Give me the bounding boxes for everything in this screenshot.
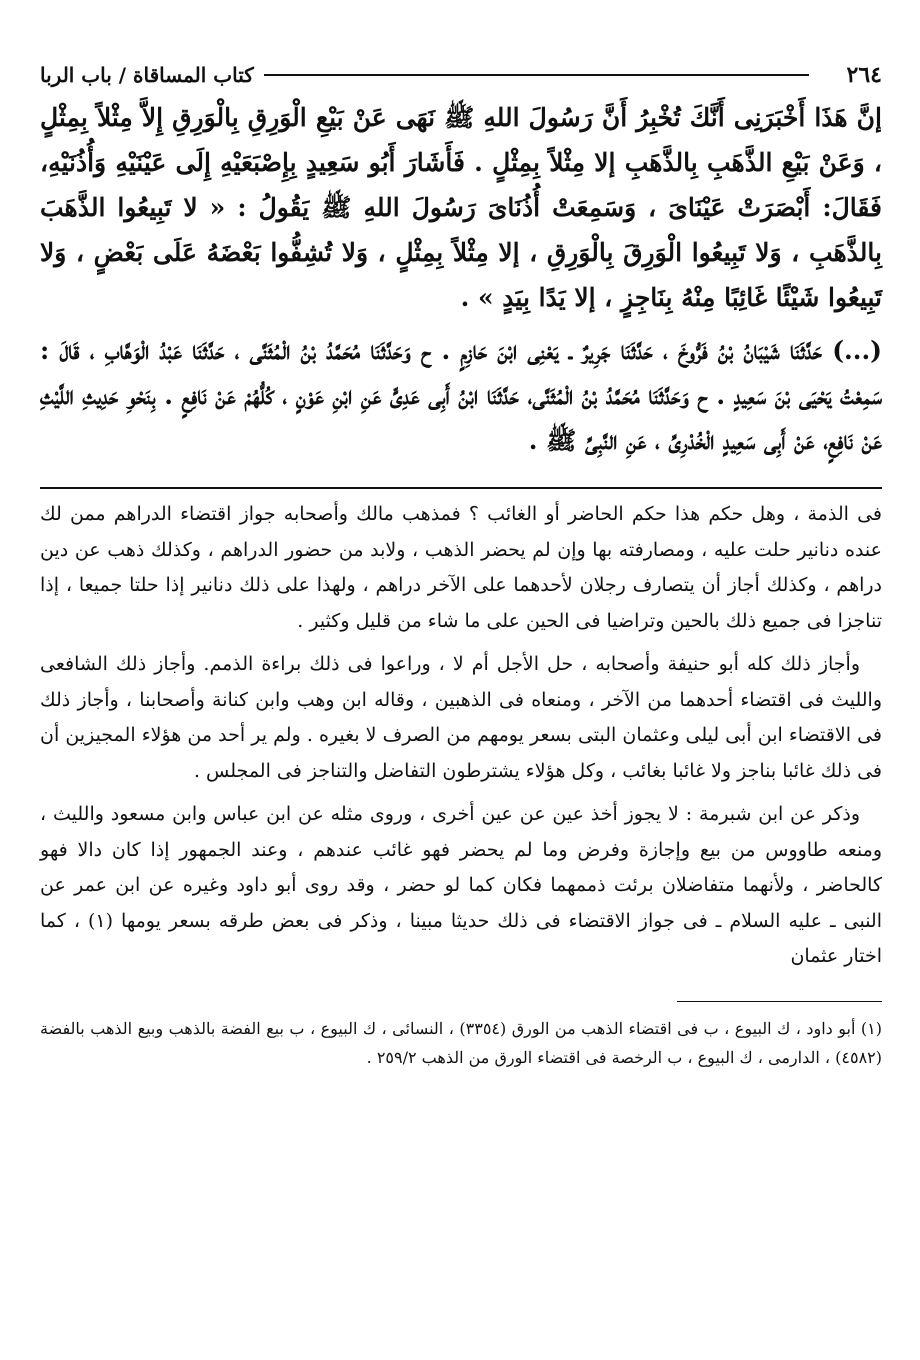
footnote (40, 1014, 882, 1072)
commentary-paragraph: فى الذمة ، وهل حكم هذا حكم الحاضر أو الغائب ؟ فمذهب مالك وأصحابه جواز اقتضاء الدراهم ممن لك عنده دنانير حلت عليه ، ومصارفته بها وإن لم يحضر الذهب ، ولابد من حضور الدراهم ، وكذلك ذهب عن دين دراهم ، وكذلك أجاز أن يتصارف رجلان لأحدهما على الآخر دراهم ، ولهذا على ذلك دنانير إذا حلتا جميعا ، إذا تناجزا فى جميع ذلك بالحين وتراضيا فى الحين على ما شاء من قليل وكثير . (40, 503, 882, 632)
hadith-chain-paragraph: (...) حَدَّثَنَا شَيْبَانُ بْنُ فَرُّوخَ ، حَدَّثَنَا جَرِيرٌ ـ يَعْنِى ابْنَ حَازِمٍ . ح وَحَدَّثَنَا مُحَمَّدُ بْنُ الْمُثَنَّى ، حَدَّثَنَا عَبْدُ الْوَهَّابِ ، قَالَ : سَمِعْتُ يَحْيَى بْنَ سَعِيدٍ . ح وَحَدَّثَنَا مُحَمَّدُ بْنُ الْمُثَنَّى، حَدَّثَنَا ابْنُ أَبِى عَدِىٍّ عَنِ ابْنِ عَوْنٍ ، كُلُّهُمْ عَنْ نَافِعٍ . بِنَحْوِ حَدِيثِ اللَّيْثِ عَنْ نَافِعٍ، عَنْ أَبِى سَعِيدٍ الْخُدْرِىِّ ، عَنِ النَّبِىِّ ﷺ . (40, 336, 882, 455)
commentary-paragraph: وأجاز ذلك كله أبو حنيفة وأصحابه ، حل الأجل أم لا ، وراعوا فى ذلك براءة الذمم. وأجاز ذلك الشافعى والليث فى اقتضاء أحدهما من الآخر ، ومنعاه فى الذهبين ، وقاله ابن وهب وابن كنانة وأصحابنا ، وأجاز ذلك فى الاقتضاء ابن أبى ليلى وعثمان البتى بسعر يومهم من الصرف لا بغيره . ولم ير أحد من هؤلاء المجيزين أن فى ذلك غائبا بناجز ولا غائبا بغائب ، وكل هؤلاء يشترطون التفاضل والتناجز فى المجلس . (40, 653, 882, 782)
header-rule (264, 74, 809, 76)
section-separator (40, 487, 882, 489)
running-header (40, 55, 882, 95)
footnote-text: (١) أبو داود ، ك البيوع ، ب فى اقتضاء الذهب من الورق (٣٣٥٤) ، النسائى ، ك البيوع ، ب بيع الفضة بالذهب وبيع الذهب بالفضة (٤٥٨٢) ، الدارمى ، ك البيوع ، ب الرخصة فى اقتضاء الورق من الذهب ٢٥٩/٢ . (40, 1018, 883, 1067)
commentary-paragraph: وذكر عن ابن شبرمة : لا يجوز أخذ عين عن عين أخرى ، وروى مثله عن ابن عباس وابن مسعود والليث ، ومنعه طاووس من بيع وإجازة وفرض وما لم يحضر فهو غائب عندهم ، وعند الجمهور إذا كان دالا فهو كالحاضر ، ولأنهما متفاضلان برئت ذممهما فكان كما لو حضر ، وقد روى أبو داود وغيره عن ابن عمر عن النبى ـ عليه السلام ـ فى جواز الاقتضاء فى ذلك حديثا مبينا ، وذكر فى بعض طرقه بسعر يومها (١) ، كما اختار عثمان (40, 803, 882, 967)
hadith-paragraph: إنَّ هَذَا أَخْبَرَنِى أَنَّكَ تُخْبِرُ أَنَّ رَسُولَ اللهِ ﷺ نَهَى عَنْ بَيْعِ الْوَرِقِ بِالْوَرِقِ إِلاَّ مِثْلاً بِمِثْلٍ ، وَعَنْ بَيْعِ الذَّهَبِ بِالذَّهَبِ إلا مِثْلاً بِمِثْلٍ . فَأَشَارَ أَبُو سَعِيدٍ بِإِصْبَعَيْهِ إِلَى عَيْنَيْهِ وَأُذُنَيْهِ، فَقَالَ: أَبْصَرَتْ عَيْنَاىَ ، وَسَمِعَتْ أُذُنَاىَ رَسُولَ اللهِ ﷺ يَقُولُ : « لا تَبِيعُوا الذَّهَبَ بِالذَّهَبِ ، وَلا تَبِيعُوا الْوَرِقَ بِالْوَرِقِ ، إلا مِثْلاً بِمِثْلٍ ، وَلا تُشِفُّوا بَعْضَهُ عَلَى بَعْضٍ ، وَلا تَبِيعُوا شَيْئًا غَائِبًا مِنْهُ بِنَاجِزٍ ، إلا يَدًا بِيَدٍ » . (40, 103, 882, 312)
page-number: ٢٦٤ (846, 62, 882, 88)
hadith-text (40, 95, 882, 463)
footnote-separator (677, 1001, 882, 1002)
chapter-title: كتاب المساقاة / باب الربا (40, 63, 254, 87)
commentary-text (40, 497, 882, 975)
book-page (40, 55, 882, 1072)
